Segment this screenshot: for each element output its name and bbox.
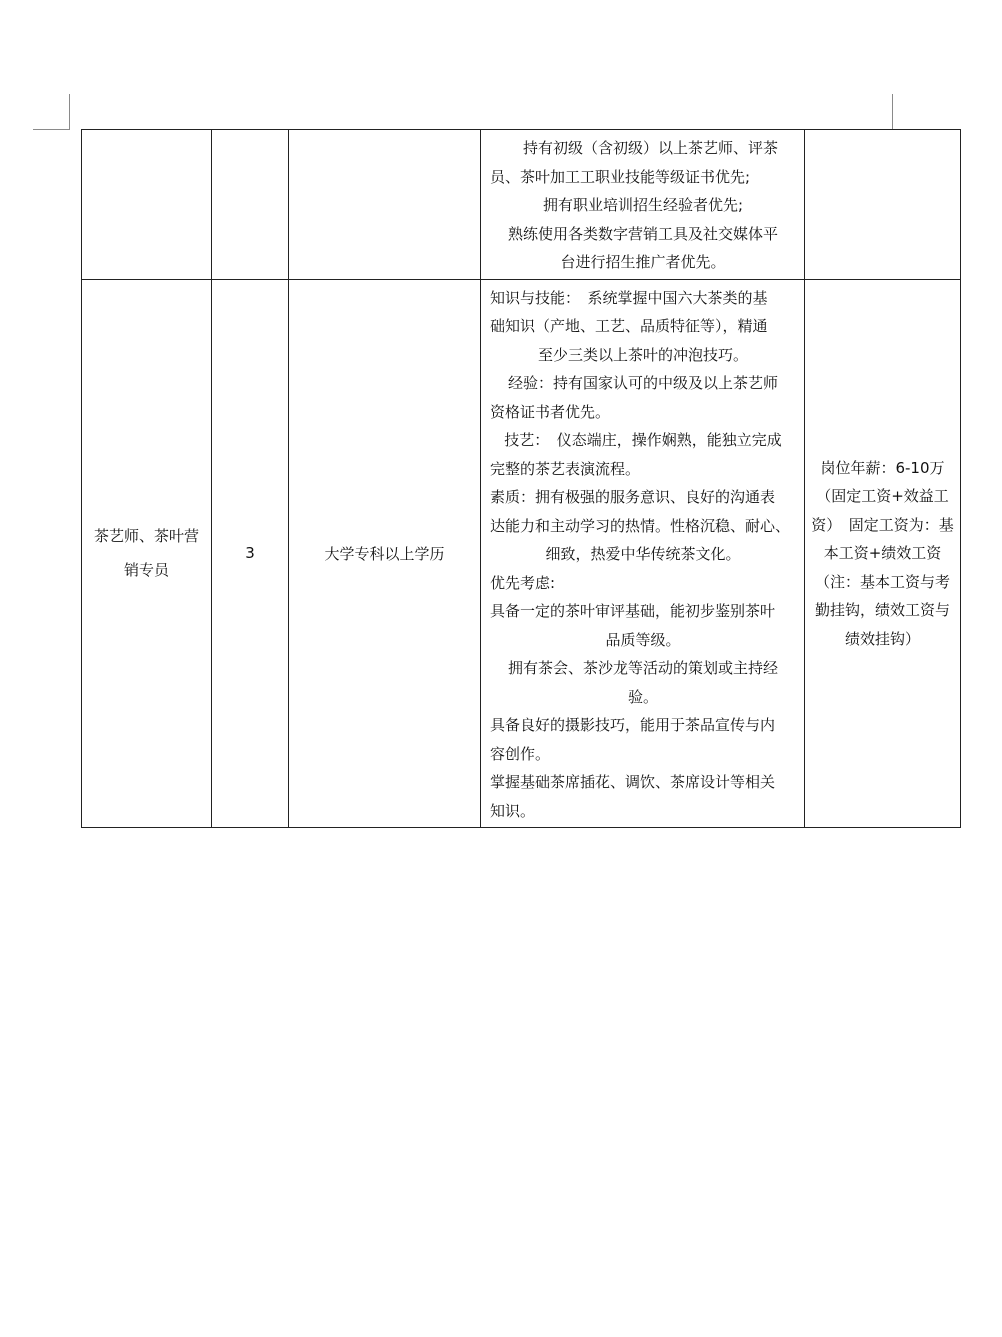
requirement-line: 验。 [627, 687, 658, 706]
requirement-line: 容创作。 [490, 744, 551, 763]
headcount-cell [212, 130, 289, 280]
requirement-line: 台进行招生推广者优先。 [560, 253, 726, 271]
requirement-line: 知识。 [490, 801, 536, 820]
education-cell [289, 130, 481, 280]
requirement-line: 础知识（产地、工艺、品质特征等），精通 [490, 317, 768, 335]
requirement-line: 经验：持有国家认可的中级及以上茶艺师 [507, 374, 778, 392]
requirement-line: 品质等级。 [605, 630, 681, 649]
recruitment-table [81, 129, 961, 828]
salary-cell: 岗位年薪：6-10万（固定工资+效益工资） 固定工资为：基本工资+绩效工资（注：基本工资与考勤挂钩，绩效工资与绩效挂钩） [805, 279, 961, 828]
salary-cell [805, 130, 961, 280]
headcount-cell: 3 [212, 279, 289, 828]
position-cell [82, 130, 212, 280]
table-row [82, 130, 961, 280]
requirements-cell [481, 130, 805, 280]
requirement-line: 持有初级（含初级）以上茶艺师、评茶 [507, 139, 778, 157]
requirement-line: 拥有茶会、茶沙龙等活动的策划或主持经 [507, 659, 778, 677]
requirements-cell [481, 279, 805, 828]
requirement-line: 至少三类以上茶叶的冲泡技巧。 [537, 345, 748, 364]
requirement-line: 技艺： 仪态端庄，操作娴熟，能独立完成 [504, 431, 782, 449]
position-cell: 茶艺师、茶叶营销专员 [82, 279, 212, 828]
education-cell: 大学专科以上学历 [289, 279, 481, 828]
requirement-line: 完整的茶艺表演流程。 [490, 459, 641, 478]
requirement-line: 素质：拥有极强的服务意识、良好的沟通表 [490, 488, 776, 506]
requirement-line: 资格证书者优先。 [490, 402, 611, 421]
requirement-line: 拥有职业培训招生经验者优先; [542, 196, 744, 214]
requirement-line: 熟练使用各类数字营销工具及社交媒体平 [507, 224, 778, 243]
requirement-line: 细致，热爱中华传统茶文化。 [545, 545, 741, 563]
requirement-line: 员、茶叶加工工职业技能等级证书优先; [490, 167, 751, 186]
requirement-line: 优先考虑: [490, 573, 556, 592]
requirement-line: 达能力和主动学习的热情。性格沉稳、耐心、 [490, 516, 791, 535]
crop-mark-left-horizontal [33, 129, 70, 130]
table-row [82, 279, 961, 828]
crop-mark-right-vertical [892, 94, 893, 130]
requirement-line: 掌握基础茶席插花、调饮、茶席设计等相关 [490, 773, 776, 791]
requirement-line: 具备良好的摄影技巧，能用于茶品宣传与内 [490, 716, 776, 734]
requirement-line: 具备一定的茶叶审评基础，能初步鉴别茶叶 [490, 602, 776, 620]
requirement-line: 知识与技能： 系统掌握中国六大茶类的基 [490, 288, 768, 307]
crop-mark-left-vertical [69, 94, 70, 130]
